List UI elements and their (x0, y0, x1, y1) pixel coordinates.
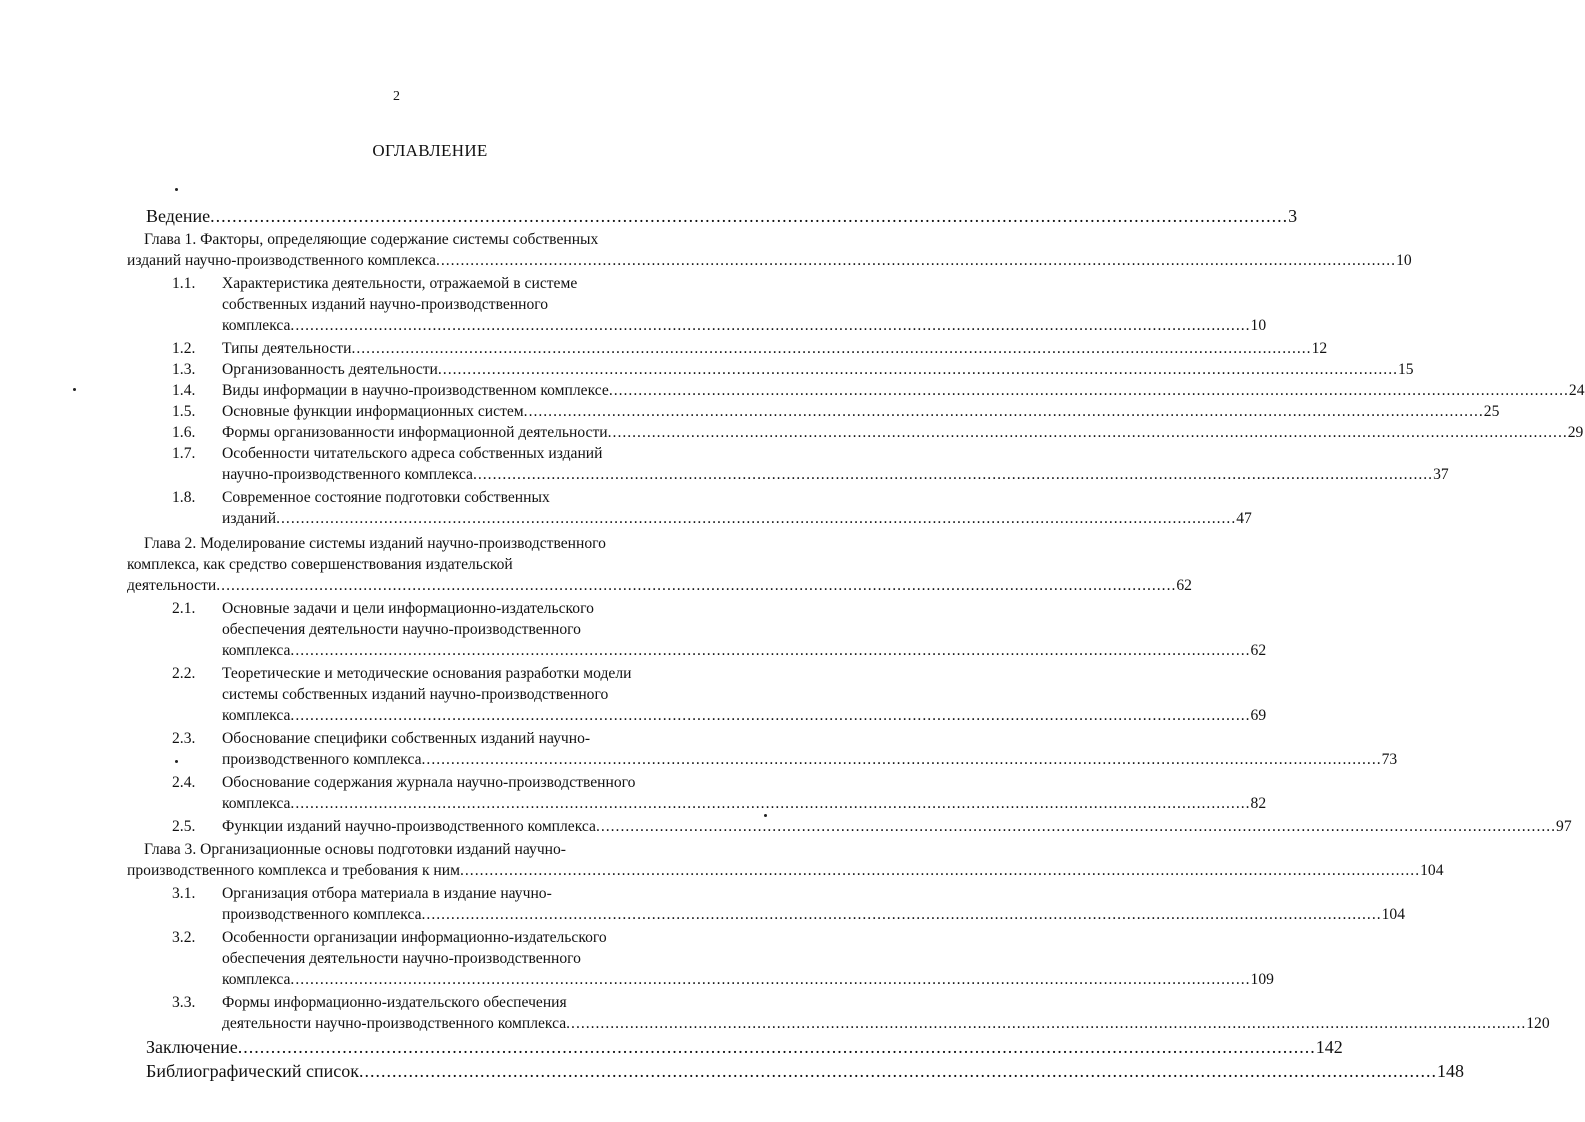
leader-dots (460, 862, 1420, 879)
page-ref: 97 (1556, 818, 1572, 835)
leader-dots (238, 1037, 1316, 1057)
page-ref: 10 (1396, 252, 1412, 269)
toc-entry-text: комплекса (222, 795, 291, 812)
section-number: 2.3. (172, 730, 196, 747)
toc-entry-text: комплекса (222, 317, 291, 334)
toc-entry-section-1-7[interactable] (127, 443, 1449, 485)
leader-dots (276, 510, 1236, 527)
section-number: 3.3. (172, 994, 196, 1011)
toc-entry-line: Обоснование содержания журнала научно-производственного (222, 774, 636, 791)
toc-entry-text: изданий (222, 510, 277, 527)
scan-speck (175, 760, 178, 763)
toc-entry-section-2-1[interactable] (127, 598, 1267, 661)
toc-entry-line: Обоснование специфики собственных изданий научно- (222, 730, 591, 747)
leader-dots (210, 206, 1288, 226)
leader-dots (351, 340, 1311, 357)
section-number: 2.4. (172, 774, 196, 791)
toc-entry-section-2-2[interactable] (127, 663, 1267, 726)
toc-entry-text: изданий научно-производственного комплекса (127, 252, 436, 269)
table-of-contents (127, 205, 1585, 1082)
page-ref: 24 (1568, 382, 1585, 399)
toc-entry-line: Особенности читательского адреса собственных изданий (222, 445, 603, 462)
toc-entry-text: производственного комплекса (222, 751, 422, 768)
leader-dots (438, 361, 1398, 378)
toc-entry-text: деятельности (127, 577, 217, 594)
section-number: 1.4. (172, 382, 196, 399)
leader-dots (609, 382, 1569, 399)
toc-entry-line: обеспечения деятельности научно-производственного (222, 950, 581, 967)
leader-dots (436, 252, 1396, 269)
scan-speck (73, 388, 76, 391)
leader-dots (359, 1061, 1437, 1081)
toc-entry-introduction[interactable] (127, 205, 1298, 227)
toc-entry-line: Характеристика деятельности, отражаемой в системе (222, 275, 578, 292)
toc-entry-line: комплекса, как средство совершенствования издательской (127, 556, 513, 573)
page-ref: 148 (1436, 1061, 1464, 1081)
page-ref: 62 (1176, 577, 1192, 594)
toc-entry-chapter-2[interactable] (127, 533, 1192, 596)
toc-entry-line: Глава 2. Моделирование системы изданий научно-производственного (144, 535, 606, 552)
toc-entry-line: Организация отбора материала в издание научно- (222, 885, 552, 902)
page-ref: 10 (1250, 317, 1267, 334)
toc-entry-text: Виды информации в научно-производственном комплексе (222, 382, 609, 399)
leader-dots (290, 795, 1250, 812)
toc-title: ОГЛАВЛЕНИЕ (372, 141, 488, 160)
section-number: 2.1. (172, 600, 196, 617)
page-ref: 104 (1420, 862, 1444, 879)
leader-dots (290, 317, 1250, 334)
page-ref: 15 (1398, 361, 1414, 378)
page-ref: 29 (1567, 424, 1584, 441)
toc-entry-section-3-2[interactable] (127, 927, 1274, 990)
toc-entry-line: Глава 1. Факторы, определяющие содержание системы собственных (144, 231, 599, 248)
toc-entry-section-2-3[interactable] (127, 728, 1398, 770)
toc-entry-line: Глава 3. Организационные основы подготовки изданий научно- (144, 841, 566, 858)
toc-entry-text: производственного комплекса (222, 906, 422, 923)
page-ref: 69 (1250, 707, 1267, 724)
toc-entry-section-1-1[interactable] (127, 273, 1267, 336)
section-number: 2.5. (172, 818, 196, 835)
toc-entry-section-1-2[interactable] (127, 338, 1328, 359)
toc-entry-section-1-8[interactable] (127, 487, 1252, 529)
section-number: 1.7. (172, 445, 196, 462)
toc-entry-section-2-4[interactable] (127, 772, 1267, 814)
leader-dots (216, 577, 1176, 594)
toc-entry-section-1-6[interactable] (127, 422, 1584, 443)
toc-entry-section-2-5[interactable] (127, 816, 1572, 837)
section-number: 3.1. (172, 885, 196, 902)
page-ref: 109 (1250, 971, 1274, 988)
scan-speck (764, 814, 767, 817)
scan-speck (175, 188, 178, 191)
toc-entry-chapter-1[interactable] (127, 229, 1412, 271)
toc-entry-text: Организованность деятельности (222, 361, 438, 378)
page-ref: 47 (1236, 510, 1252, 527)
page-ref: 120 (1526, 1015, 1550, 1032)
toc-entry-text: Формы организованности информационной деятельности (222, 424, 608, 441)
toc-entry-text: Заключение (146, 1037, 238, 1057)
toc-entry-bibliography[interactable] (127, 1060, 1464, 1082)
leader-dots (422, 906, 1382, 923)
toc-entry-text: комплекса (222, 971, 291, 988)
section-number: 1.1. (172, 275, 196, 292)
page-ref: 142 (1315, 1037, 1343, 1057)
leader-dots (524, 403, 1484, 420)
leader-dots (290, 707, 1250, 724)
toc-entry-text: Ведение (146, 206, 211, 226)
page-ref: 82 (1250, 795, 1267, 812)
toc-entry-text: комплекса (222, 707, 291, 724)
toc-entry-text: Библиографический список (146, 1061, 359, 1081)
leader-dots (422, 751, 1382, 768)
page-ref: 104 (1381, 906, 1406, 923)
toc-entry-conclusion[interactable] (127, 1036, 1343, 1058)
section-number: 1.5. (172, 403, 196, 420)
page-ref: 73 (1381, 751, 1398, 768)
page-ref: 62 (1250, 642, 1267, 659)
section-number: 2.2. (172, 665, 196, 682)
section-number: 3.2. (172, 929, 196, 946)
toc-entry-section-1-4[interactable] (127, 380, 1585, 401)
toc-entry-text: Функции изданий научно-производственного комплекса (222, 818, 596, 835)
toc-entry-section-1-3[interactable] (127, 359, 1414, 380)
page-ref: 12 (1311, 340, 1328, 357)
toc-entry-line: Теоретические и методические основания разработки модели (222, 665, 632, 682)
toc-entry-line: Основные задачи и цели информационно-издательского (222, 600, 594, 617)
toc-entry-line: системы собственных изданий научно-производственного (222, 686, 609, 703)
toc-entry-line: собственных изданий научно-производственного (222, 296, 549, 313)
toc-entry-text: Основные функции информационных систем (222, 403, 524, 420)
section-number: 1.6. (172, 424, 196, 441)
toc-entry-chapter-3[interactable] (127, 839, 1444, 881)
toc-entry-text: производственного комплекса и требования к ним (127, 862, 460, 879)
toc-entry-section-3-3[interactable] (127, 992, 1550, 1034)
toc-entry-line: Особенности организации информационно-издательского (222, 929, 607, 946)
toc-entry-section-3-1[interactable] (127, 883, 1406, 925)
toc-entry-text: деятельности научно-производственного комплекса (222, 1015, 567, 1032)
toc-entry-section-1-5[interactable] (127, 401, 1500, 422)
page-number: 2 (393, 89, 400, 104)
toc-entry-text: научно-производственного комплекса (222, 466, 473, 483)
toc-entry-line: Современное состояние подготовки собственных (222, 489, 550, 506)
toc-entry-line: Формы информационно-издательского обеспечения (222, 994, 567, 1011)
leader-dots (290, 642, 1250, 659)
leader-dots (566, 1015, 1526, 1032)
section-number: 1.8. (172, 489, 196, 506)
leader-dots (608, 424, 1568, 441)
toc-entry-text: комплекса (222, 642, 291, 659)
toc-entry-line: обеспечения деятельности научно-производственного (222, 621, 581, 638)
leader-dots (290, 971, 1250, 988)
page-ref: 37 (1433, 466, 1449, 483)
toc-entry-text: Типы деятельности (222, 340, 352, 357)
page-ref: 3 (1288, 206, 1298, 226)
section-number: 1.2. (172, 340, 196, 357)
page-ref: 25 (1483, 403, 1500, 420)
leader-dots (473, 466, 1433, 483)
leader-dots (596, 818, 1556, 835)
section-number: 1.3. (172, 361, 196, 378)
